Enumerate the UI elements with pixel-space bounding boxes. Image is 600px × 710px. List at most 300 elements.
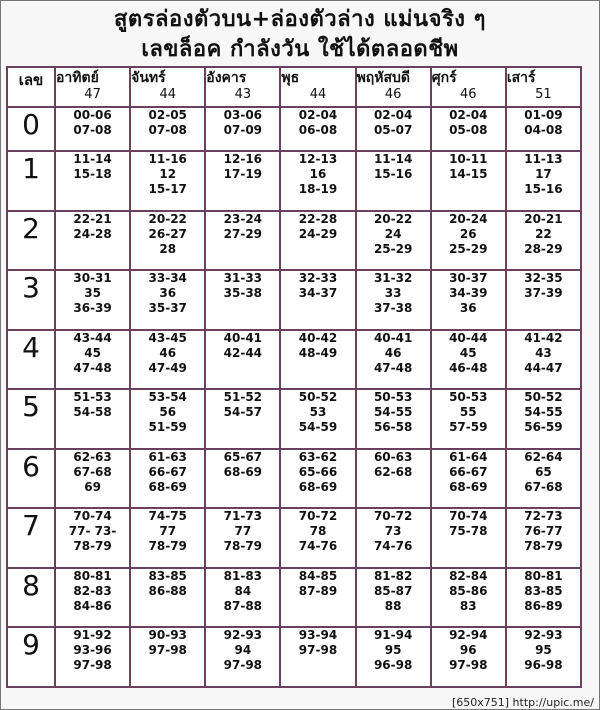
cell-line: 63-62 (298, 449, 338, 464)
cell-line: 07-08 (148, 123, 187, 137)
table-cell (356, 508, 431, 568)
cell-line: 37-39 (524, 286, 563, 301)
cell-line: 43 (535, 345, 552, 360)
cell-line: 07-09 (223, 123, 263, 137)
cell-line: 43-45 (148, 330, 187, 345)
row-digit: 8 (7, 568, 55, 628)
cell-line: 56-59 (524, 420, 563, 435)
cell-line: 67-68 (524, 479, 563, 494)
cell-line: 83 (459, 598, 477, 613)
cell-line: 35 (84, 286, 101, 301)
cell-line: 81-83 (223, 568, 263, 583)
cell-line: 05-07 (373, 123, 413, 137)
day-number: 43 (234, 87, 252, 102)
table-row (7, 211, 581, 271)
cell-line: 66-67 (148, 464, 187, 479)
cell-line: 77- 73- (68, 524, 117, 539)
cell-line: 12 (159, 167, 177, 182)
cell-line: 06-08 (298, 123, 338, 137)
day-column-header (55, 67, 130, 107)
cell-line: 77 (234, 524, 252, 539)
cell-line: 56 (159, 405, 177, 420)
table-cell (431, 151, 506, 211)
cell-line: 50-52 (524, 390, 563, 405)
cell-line: 00-06 (73, 108, 112, 122)
table-cell (55, 568, 130, 628)
table-cell (130, 508, 205, 568)
day-name: ศุกร์ (431, 70, 457, 86)
cell-line: 96-98 (524, 658, 563, 673)
table-cell (280, 449, 355, 509)
cell-line: 20-24 (449, 211, 488, 226)
table-cell (356, 330, 431, 390)
day-number: 51 (535, 87, 552, 102)
table-row (7, 449, 581, 509)
cell-line: 34-39 (449, 286, 488, 301)
cell-line: 97-98 (449, 658, 488, 673)
cell-line: 62-68 (373, 464, 413, 479)
cell-line: 03-06 (223, 108, 263, 122)
cell-line: 84-85 (298, 568, 338, 583)
table-cell (431, 270, 506, 330)
cell-line: 35-37 (148, 301, 187, 316)
cell-line: 07-08 (73, 123, 112, 137)
cell-line: 17-19 (223, 167, 263, 182)
lotto-formula-table (6, 66, 582, 688)
table-cell (356, 568, 431, 628)
cell-line: 78-79 (223, 539, 263, 554)
cell-line: 28 (159, 241, 177, 256)
cell-line: 57-59 (449, 420, 488, 435)
table-cell (55, 449, 130, 509)
cell-line: 30-31 (73, 271, 112, 286)
cell-line: 22-21 (73, 211, 112, 226)
cell-line: 51-53 (73, 390, 112, 405)
table-cell (431, 107, 506, 151)
cell-line: 56-58 (373, 420, 413, 435)
watermark: [650x751] http://upic.me/ (451, 696, 594, 709)
table-cell (280, 107, 355, 151)
cell-line: 86-89 (524, 598, 563, 613)
cell-line: 20-22 (148, 211, 187, 226)
cell-line: 80-81 (524, 568, 563, 583)
cell-line: 18-19 (298, 182, 338, 197)
cell-line: 74-76 (373, 539, 413, 554)
table-cell (205, 568, 280, 628)
page-title: สูตรล่องตัวบน+ล่องตัวล่าง แม่นจริง ๆ (113, 7, 486, 32)
table-row (7, 508, 581, 568)
cell-line: 84-86 (73, 598, 112, 613)
row-digit: 2 (7, 211, 55, 271)
table-cell (356, 389, 431, 449)
cell-line: 78-79 (148, 539, 187, 554)
cell-line: 93-96 (73, 643, 112, 658)
cell-line: 31-33 (223, 271, 263, 286)
cell-line: 55 (459, 405, 477, 420)
cell-line: 45 (459, 345, 477, 360)
table-cell (431, 568, 506, 628)
cell-line: 82-83 (73, 583, 112, 598)
table-body (7, 107, 581, 687)
cell-line: 33-34 (148, 271, 187, 286)
cell-line: 28-29 (524, 241, 563, 256)
cell-line: 72-73 (524, 509, 563, 524)
cell-line: 78-79 (524, 539, 563, 554)
cell-line: 94 (234, 643, 252, 658)
cell-line: 46 (384, 345, 402, 360)
table-cell (280, 151, 355, 211)
cell-line: 62-63 (73, 449, 112, 464)
cell-line: 20-21 (524, 211, 563, 226)
cell-line: 97-98 (223, 658, 263, 673)
cell-line: 68-69 (298, 479, 338, 494)
table-cell (55, 211, 130, 271)
cell-line: 16 (309, 167, 327, 182)
page-subtitle: เลขล็อค กำลังวัน ใช้ได้ตลอดชีพ (141, 37, 459, 62)
table-cell (205, 107, 280, 151)
day-number: 47 (84, 87, 101, 102)
table-cell (205, 151, 280, 211)
cell-line: 02-04 (449, 108, 488, 122)
cell-line: 50-53 (373, 390, 413, 405)
table-cell (280, 270, 355, 330)
cell-line: 87-88 (223, 598, 263, 613)
table-cell (506, 627, 581, 687)
cell-line: 14-15 (449, 167, 488, 182)
cell-line: 97-98 (73, 658, 112, 673)
cell-line: 40-41 (223, 330, 263, 345)
cell-line: 83-85 (148, 568, 187, 583)
table-cell (205, 627, 280, 687)
cell-line: 42-44 (223, 345, 263, 360)
cell-line: 70-72 (298, 509, 338, 524)
cell-line: 92-93 (524, 628, 563, 643)
cell-line: 26 (459, 226, 477, 241)
cell-line: 20-22 (373, 211, 413, 226)
table-row (7, 389, 581, 449)
row-digit: 9 (7, 627, 55, 687)
cell-line: 80-81 (73, 568, 112, 583)
table-cell (506, 211, 581, 271)
cell-line: 11-13 (524, 152, 563, 167)
cell-line: 45 (84, 345, 101, 360)
cell-line: 35-38 (223, 286, 263, 301)
table-cell (506, 568, 581, 628)
cell-line: 74-75 (148, 509, 187, 524)
day-column-header (130, 67, 205, 107)
cell-line: 12-16 (223, 152, 263, 167)
cell-line: 66-67 (449, 464, 488, 479)
cell-line: 75-78 (449, 524, 488, 539)
cell-line: 74-76 (298, 539, 338, 554)
cell-line: 23-24 (223, 211, 263, 226)
table-cell (205, 389, 280, 449)
cell-line: 70-74 (73, 509, 112, 524)
cell-line: 88 (384, 598, 402, 613)
cell-line: 30-37 (449, 271, 488, 286)
cell-line: 15-16 (373, 167, 413, 182)
cell-line: 24 (384, 226, 402, 241)
table-cell (205, 330, 280, 390)
cell-line: 91-92 (73, 628, 112, 643)
table-cell (431, 508, 506, 568)
cell-line: 54-55 (373, 405, 413, 420)
cell-line: 43-44 (73, 330, 112, 345)
cell-line: 61-64 (449, 449, 488, 464)
table-cell (130, 389, 205, 449)
table-row (7, 107, 581, 151)
day-number: 44 (309, 87, 327, 102)
cell-line: 54-59 (298, 420, 338, 435)
cell-line: 22 (535, 226, 552, 241)
table-cell (356, 107, 431, 151)
cell-line: 32-33 (298, 271, 338, 286)
table-cell (280, 568, 355, 628)
table-cell (130, 151, 205, 211)
cell-line: 48-49 (298, 345, 338, 360)
cell-line: 78 (309, 524, 327, 539)
table-cell (280, 211, 355, 271)
table-cell (55, 627, 130, 687)
table-cell (130, 627, 205, 687)
cell-line: 40-41 (373, 330, 413, 345)
cell-line: 77 (159, 524, 177, 539)
cell-line: 53-54 (148, 390, 187, 405)
cell-line: 92-94 (449, 628, 488, 643)
day-column-header (506, 67, 581, 107)
cell-line: 91-94 (373, 628, 413, 643)
day-number: 46 (460, 87, 477, 102)
cell-line: 02-04 (298, 108, 338, 122)
cell-line: 34-37 (298, 286, 338, 301)
cell-line: 12-13 (298, 152, 338, 167)
cell-line: 32-35 (524, 271, 563, 286)
cell-line: 96 (459, 643, 477, 658)
cell-line: 61-63 (148, 449, 187, 464)
table-row (7, 568, 581, 628)
cell-line: 11-14 (373, 152, 413, 167)
table-cell (55, 270, 130, 330)
cell-line: 82-84 (449, 568, 488, 583)
table-cell (431, 211, 506, 271)
table-cell (280, 389, 355, 449)
table-cell (55, 508, 130, 568)
table-cell (130, 330, 205, 390)
cell-line: 36 (159, 286, 177, 301)
cell-line: 54-55 (524, 405, 563, 420)
cell-line: 33 (384, 286, 402, 301)
cell-line: 46 (159, 345, 177, 360)
cell-line: 62-64 (524, 449, 563, 464)
table-cell (280, 627, 355, 687)
cell-line: 68-69 (449, 479, 488, 494)
cell-line: 68-69 (223, 464, 263, 479)
cell-line: 97-98 (148, 643, 187, 658)
table-cell (130, 270, 205, 330)
cell-line: 47-48 (73, 360, 112, 375)
cell-line: 15-18 (73, 167, 112, 182)
table-cell (280, 508, 355, 568)
cell-line: 31-32 (373, 271, 413, 286)
cell-line: 60-63 (373, 449, 413, 464)
table-cell (356, 270, 431, 330)
cell-line: 25-29 (373, 241, 413, 256)
digit-column-header: เลข (7, 67, 55, 107)
table-cell (431, 330, 506, 390)
cell-line: 73 (384, 524, 402, 539)
cell-line: 10-11 (449, 152, 488, 167)
cell-line: 65-67 (223, 449, 263, 464)
row-digit: 7 (7, 508, 55, 568)
table-cell (130, 568, 205, 628)
cell-line: 93-94 (298, 628, 338, 643)
cell-line: 68-69 (148, 479, 187, 494)
table-row (7, 270, 581, 330)
cell-line: 67-68 (73, 464, 112, 479)
table-row (7, 330, 581, 390)
day-name: อาทิตย์ (56, 70, 99, 86)
table-cell (506, 449, 581, 509)
cell-line: 96-98 (373, 658, 413, 673)
table-cell (431, 627, 506, 687)
cell-line: 53 (309, 405, 327, 420)
table-cell (506, 330, 581, 390)
cell-line: 40-44 (449, 330, 488, 345)
table-cell (506, 107, 581, 151)
cell-line: 81-82 (373, 568, 413, 583)
cell-line: 86-88 (148, 583, 187, 598)
cell-line: 54-57 (223, 405, 263, 420)
day-name: พุธ (281, 70, 300, 86)
table-cell (506, 389, 581, 449)
table-cell (431, 449, 506, 509)
cell-line: 17 (535, 167, 552, 182)
cell-line: 37-38 (373, 301, 413, 316)
cell-line: 24-28 (73, 226, 112, 241)
table-cell (55, 330, 130, 390)
cell-line: 04-08 (524, 123, 563, 137)
day-number: 46 (384, 87, 402, 102)
cell-line: 90-93 (148, 628, 187, 643)
row-digit: 5 (7, 389, 55, 449)
day-name: เสาร์ (506, 70, 536, 86)
cell-line: 24-29 (298, 226, 338, 241)
table-cell (130, 107, 205, 151)
table-cell (205, 211, 280, 271)
cell-line: 70-74 (449, 509, 488, 524)
cell-line: 85-87 (373, 583, 413, 598)
cell-line: 69 (84, 479, 101, 494)
day-name: จันทร์ (131, 70, 166, 86)
day-number: 44 (159, 87, 176, 102)
cell-line: 65-66 (298, 464, 338, 479)
table-cell (506, 151, 581, 211)
row-digit: 0 (7, 107, 55, 151)
cell-line: 11-14 (73, 152, 112, 167)
table-cell (280, 330, 355, 390)
cell-line: 41-42 (524, 330, 563, 345)
day-name: อังคาร (206, 70, 247, 86)
table-header-row (7, 67, 581, 107)
cell-line: 46-48 (449, 360, 488, 375)
table-cell (506, 508, 581, 568)
table-cell (356, 449, 431, 509)
row-digit: 3 (7, 270, 55, 330)
day-name: พฤหัสบดี (356, 70, 411, 86)
table-cell (431, 389, 506, 449)
cell-line: 83-85 (524, 583, 563, 598)
cell-line: 70-72 (373, 509, 413, 524)
table-cell (506, 270, 581, 330)
row-digit: 4 (7, 330, 55, 390)
cell-line: 02-05 (148, 108, 187, 122)
cell-line: 44-47 (524, 360, 563, 375)
cell-line: 40-42 (298, 330, 338, 345)
cell-line: 97-98 (298, 643, 338, 658)
table-cell (130, 449, 205, 509)
table-cell (205, 270, 280, 330)
cell-line: 01-09 (524, 108, 563, 122)
cell-line: 54-58 (73, 405, 112, 420)
cell-line: 87-89 (298, 583, 338, 598)
table-cell (356, 211, 431, 271)
cell-line: 95 (535, 643, 552, 658)
cell-line: 85-86 (449, 583, 488, 598)
cell-line: 27-29 (223, 226, 263, 241)
cell-line: 51-59 (148, 420, 187, 435)
cell-line: 02-04 (373, 108, 413, 122)
table-cell (205, 449, 280, 509)
row-digit: 6 (7, 449, 55, 509)
table-cell (55, 151, 130, 211)
cell-line: 36 (459, 301, 477, 316)
day-column-header (280, 67, 355, 107)
cell-line: 47-49 (148, 360, 187, 375)
row-digit: 1 (7, 151, 55, 211)
cell-line: 51-52 (223, 390, 263, 405)
cell-line: 95 (384, 643, 402, 658)
table-cell (356, 151, 431, 211)
day-column-header (205, 67, 280, 107)
table-cell (55, 389, 130, 449)
cell-line: 65 (535, 464, 552, 479)
table-cell (356, 627, 431, 687)
cell-line: 11-16 (148, 152, 187, 167)
cell-line: 15-17 (148, 182, 187, 197)
cell-line: 50-53 (449, 390, 488, 405)
cell-line: 84 (234, 583, 252, 598)
cell-line: 05-08 (449, 123, 488, 137)
cell-line: 26-27 (148, 226, 187, 241)
cell-line: 76-77 (524, 524, 563, 539)
table-row (7, 627, 581, 687)
cell-line: 78-79 (73, 539, 112, 554)
cell-line: 22-28 (298, 211, 338, 226)
table-cell (205, 508, 280, 568)
cell-line: 50-52 (298, 390, 338, 405)
table-cell (130, 211, 205, 271)
day-column-header (356, 67, 431, 107)
cell-line: 25-29 (449, 241, 488, 256)
cell-line: 15-16 (524, 182, 563, 197)
table-row (7, 151, 581, 211)
cell-line: 36-39 (73, 301, 112, 316)
cell-line: 71-73 (223, 509, 263, 524)
cell-line: 47-48 (373, 360, 413, 375)
day-column-header (431, 67, 506, 107)
table-cell (55, 107, 130, 151)
cell-line: 92-93 (223, 628, 263, 643)
